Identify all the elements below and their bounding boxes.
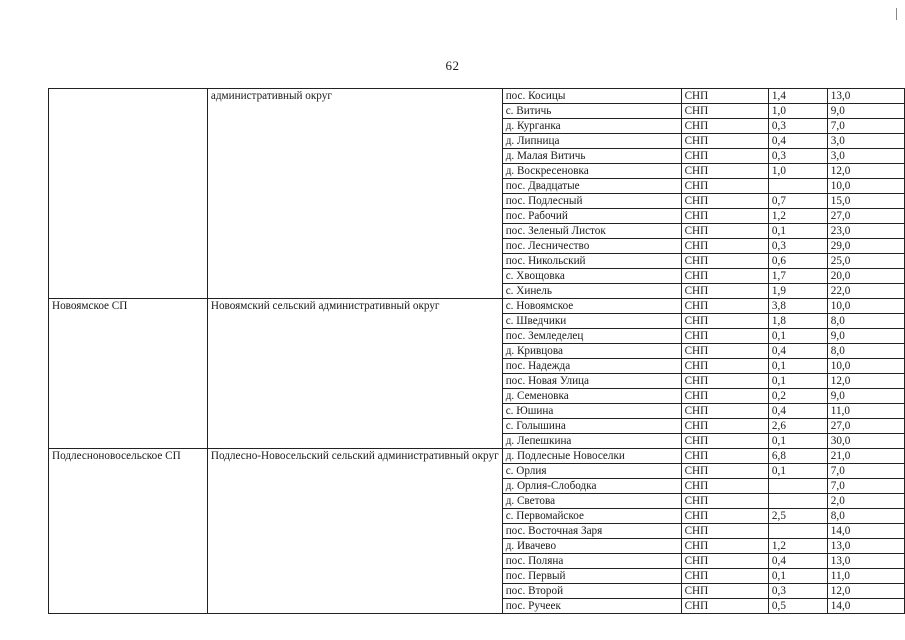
value2-cell: 12,0 [827, 164, 904, 179]
value1-cell: 1,2 [768, 209, 827, 224]
value2-cell: 22,0 [827, 284, 904, 299]
value1-cell: 0,1 [768, 434, 827, 449]
type-cell: СНП [681, 104, 768, 119]
place-cell: д. Светова [502, 494, 681, 509]
value1-cell: 0,4 [768, 134, 827, 149]
type-cell: СНП [681, 89, 768, 104]
value1-cell: 1,0 [768, 164, 827, 179]
type-cell: СНП [681, 119, 768, 134]
value2-cell: 14,0 [827, 524, 904, 539]
place-cell: с. Хинель [502, 284, 681, 299]
value2-cell: 13,0 [827, 539, 904, 554]
value2-cell: 10,0 [827, 359, 904, 374]
value1-cell: 0,4 [768, 554, 827, 569]
place-cell: с. Орлия [502, 464, 681, 479]
type-cell: СНП [681, 584, 768, 599]
place-cell: пос. Восточная Заря [502, 524, 681, 539]
type-cell: СНП [681, 284, 768, 299]
type-cell: СНП [681, 389, 768, 404]
value2-cell: 11,0 [827, 569, 904, 584]
value1-cell: 0,3 [768, 584, 827, 599]
table-row [49, 299, 905, 314]
place-cell: пос. Второй [502, 584, 681, 599]
value1-cell: 1,7 [768, 269, 827, 284]
place-cell: пос. Подлесный [502, 194, 681, 209]
value2-cell: 3,0 [827, 149, 904, 164]
value2-cell: 13,0 [827, 554, 904, 569]
settlements-table [48, 88, 905, 614]
value2-cell: 8,0 [827, 509, 904, 524]
type-cell: СНП [681, 509, 768, 524]
type-cell: СНП [681, 194, 768, 209]
settlement-cell: Подлесноновосельское СП [49, 449, 208, 614]
type-cell: СНП [681, 419, 768, 434]
value1-cell: 0,3 [768, 239, 827, 254]
type-cell: СНП [681, 479, 768, 494]
value1-cell: 1,8 [768, 314, 827, 329]
value1-cell: 0,1 [768, 464, 827, 479]
value1-cell: 3,8 [768, 299, 827, 314]
table-body [49, 89, 905, 614]
value1-cell: 2,5 [768, 509, 827, 524]
district-cell: Новоямский сельский административный округ [207, 299, 502, 449]
value1-cell: 1,0 [768, 104, 827, 119]
value2-cell: 12,0 [827, 584, 904, 599]
place-cell: пос. Зеленый Листок [502, 224, 681, 239]
place-cell: д. Воскресеновка [502, 164, 681, 179]
type-cell: СНП [681, 569, 768, 584]
value1-cell: 0,3 [768, 149, 827, 164]
value1-cell: 0,1 [768, 569, 827, 584]
value1-cell [768, 524, 827, 539]
type-cell: СНП [681, 554, 768, 569]
place-cell: пос. Двадцатые [502, 179, 681, 194]
value1-cell: 0,1 [768, 224, 827, 239]
value1-cell: 0,4 [768, 404, 827, 419]
place-cell: пос. Надежда [502, 359, 681, 374]
place-cell: с. Голышина [502, 419, 681, 434]
value2-cell: 10,0 [827, 179, 904, 194]
table-row [49, 89, 905, 104]
value1-cell: 0,4 [768, 344, 827, 359]
value2-cell: 13,0 [827, 89, 904, 104]
value2-cell: 7,0 [827, 464, 904, 479]
place-cell: с. Новоямское [502, 299, 681, 314]
type-cell: СНП [681, 134, 768, 149]
place-cell: д. Подлесные Новоселки [502, 449, 681, 464]
type-cell: СНП [681, 494, 768, 509]
value2-cell: 27,0 [827, 419, 904, 434]
value2-cell: 9,0 [827, 389, 904, 404]
value1-cell: 0,1 [768, 374, 827, 389]
type-cell: СНП [681, 329, 768, 344]
type-cell: СНП [681, 404, 768, 419]
place-cell: д. Орлия-Слободка [502, 479, 681, 494]
type-cell: СНП [681, 359, 768, 374]
value1-cell: 0,5 [768, 599, 827, 614]
value1-cell [768, 479, 827, 494]
place-cell: пос. Первый [502, 569, 681, 584]
settlement-cell: Новоямское СП [49, 299, 208, 449]
type-cell: СНП [681, 314, 768, 329]
table-row [49, 449, 905, 464]
value2-cell: 9,0 [827, 329, 904, 344]
value1-cell: 0,1 [768, 329, 827, 344]
value2-cell: 27,0 [827, 209, 904, 224]
district-cell: административный округ [207, 89, 502, 299]
place-cell: пос. Косицы [502, 89, 681, 104]
value1-cell: 0,7 [768, 194, 827, 209]
type-cell: СНП [681, 464, 768, 479]
value1-cell: 0,6 [768, 254, 827, 269]
place-cell: пос. Новая Улица [502, 374, 681, 389]
value1-cell: 1,4 [768, 89, 827, 104]
value2-cell: 11,0 [827, 404, 904, 419]
value2-cell: 14,0 [827, 599, 904, 614]
value2-cell: 7,0 [827, 479, 904, 494]
value1-cell: 1,2 [768, 539, 827, 554]
page-number: 62 [445, 58, 460, 73]
value2-cell: 23,0 [827, 224, 904, 239]
type-cell: СНП [681, 524, 768, 539]
place-cell: д. Лепешкина [502, 434, 681, 449]
value2-cell: 25,0 [827, 254, 904, 269]
value1-cell: 2,6 [768, 419, 827, 434]
value2-cell: 30,0 [827, 434, 904, 449]
type-cell: СНП [681, 269, 768, 284]
value2-cell: 3,0 [827, 134, 904, 149]
value2-cell: 15,0 [827, 194, 904, 209]
district-cell: Подлесно-Новосельский сельский административный округ [207, 449, 502, 614]
place-cell: с. Витичь [502, 104, 681, 119]
type-cell: СНП [681, 344, 768, 359]
type-cell: СНП [681, 299, 768, 314]
place-cell: д. Ивачево [502, 539, 681, 554]
value1-cell: 0,2 [768, 389, 827, 404]
value2-cell: 2,0 [827, 494, 904, 509]
type-cell: СНП [681, 434, 768, 449]
place-cell: с. Первомайское [502, 509, 681, 524]
value2-cell: 7,0 [827, 119, 904, 134]
type-cell: СНП [681, 164, 768, 179]
place-cell: д. Липница [502, 134, 681, 149]
place-cell: д. Кривцова [502, 344, 681, 359]
value2-cell: 21,0 [827, 449, 904, 464]
place-cell: пос. Ручеек [502, 599, 681, 614]
type-cell: СНП [681, 449, 768, 464]
scan-edge-mark [896, 8, 897, 20]
value1-cell: 0,3 [768, 119, 827, 134]
value2-cell: 10,0 [827, 299, 904, 314]
type-cell: СНП [681, 539, 768, 554]
place-cell: пос. Поляна [502, 554, 681, 569]
place-cell: пос. Рабочий [502, 209, 681, 224]
place-cell: с. Хвощовка [502, 269, 681, 284]
value2-cell: 9,0 [827, 104, 904, 119]
value1-cell: 1,9 [768, 284, 827, 299]
value2-cell: 12,0 [827, 374, 904, 389]
type-cell: СНП [681, 374, 768, 389]
place-cell: с. Шведчики [502, 314, 681, 329]
value2-cell: 29,0 [827, 239, 904, 254]
value1-cell [768, 179, 827, 194]
place-cell: д. Малая Витичь [502, 149, 681, 164]
value2-cell: 8,0 [827, 344, 904, 359]
value1-cell: 0,1 [768, 359, 827, 374]
type-cell: СНП [681, 254, 768, 269]
place-cell: д. Курганка [502, 119, 681, 134]
place-cell: пос. Никольский [502, 254, 681, 269]
type-cell: СНП [681, 149, 768, 164]
type-cell: СНП [681, 224, 768, 239]
settlement-cell [49, 89, 208, 299]
place-cell: пос. Лесничество [502, 239, 681, 254]
value2-cell: 8,0 [827, 314, 904, 329]
value1-cell [768, 494, 827, 509]
value2-cell: 20,0 [827, 269, 904, 284]
place-cell: с. Юшина [502, 404, 681, 419]
value1-cell: 6,8 [768, 449, 827, 464]
place-cell: д. Семеновка [502, 389, 681, 404]
type-cell: СНП [681, 179, 768, 194]
type-cell: СНП [681, 239, 768, 254]
type-cell: СНП [681, 599, 768, 614]
place-cell: пос. Земледелец [502, 329, 681, 344]
type-cell: СНП [681, 209, 768, 224]
